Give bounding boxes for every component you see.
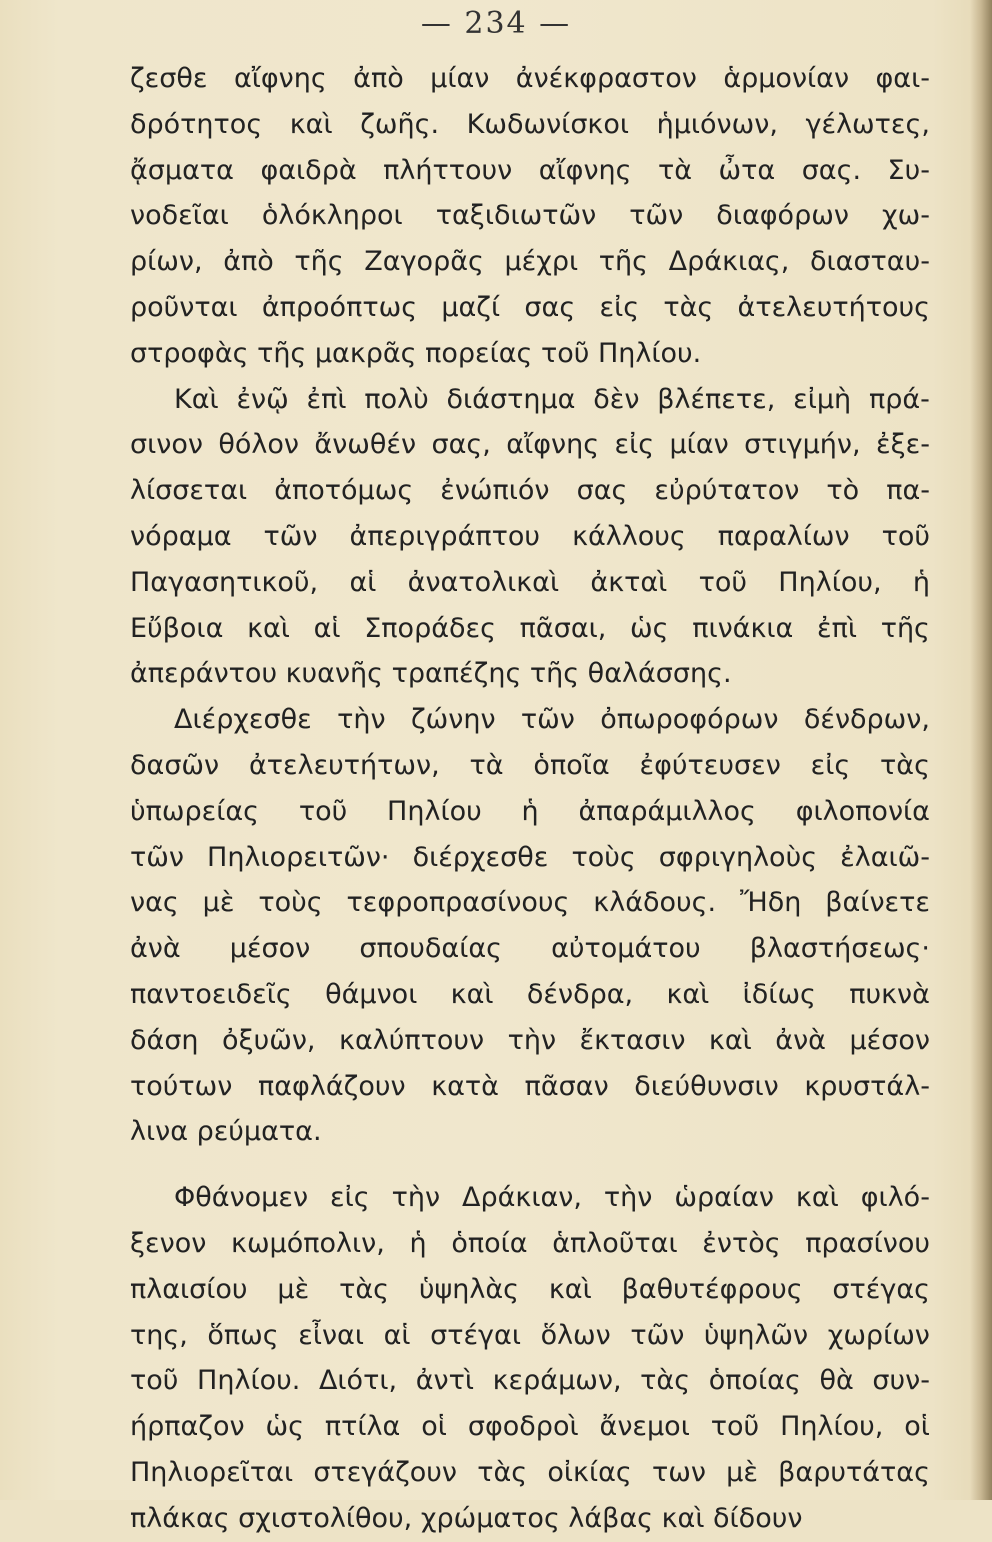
text-line: τοῦ Πηλίου. Διότι, ἀντὶ κεράμων, τὰς ὁποίας θὰ συν- <box>130 1365 930 1397</box>
paragraph <box>130 377 930 698</box>
text-line: πλάκας σχιστολίθου, χρώματος λάβας καὶ δίδουν <box>130 1502 803 1534</box>
text-line: παντοειδεῖς θάμνοι καὶ δένδρα, καὶ ἰδίως πυκνὰ <box>130 978 930 1010</box>
text-line: στροφὰς τῆς μακρᾶς πορείας τοῦ Πηλίου. <box>130 337 702 369</box>
text-line: Φθάνομεν εἰς τὴν Δράκιαν, τὴν ὡραίαν καὶ φιλό- <box>174 1182 930 1214</box>
text-line: Παγασητικοῦ, αἱ ἀνατολικαὶ ἀκταὶ τοῦ Πηλίου, ἡ <box>130 566 930 598</box>
text-line: σινον θόλον ἄνωθέν σας, αἴφνης εἰς μίαν στιγμήν, ἐξε- <box>130 429 930 461</box>
text-line: δρότητος καὶ ζωῆς. Κωδωνίσκοι ἡμιόνων, γέλωτες, <box>130 108 930 140</box>
text-line: λίσσεται ἀποτόμως ἐνώπιόν σας εὐρύτατον τὸ πα- <box>130 475 930 507</box>
paragraph-gap <box>130 1155 930 1175</box>
page-edge-shadow <box>970 0 992 1500</box>
text-line: πλαισίου μὲ τὰς ὑψηλὰς καὶ βαθυτέφρους στέγας <box>130 1273 930 1305</box>
text-line: ξενον κωμόπολιν, ἡ ὁποία ἁπλοῦται ἐντὸς πρασίνου <box>130 1227 930 1259</box>
text-line: Διέρχεσθε τὴν ζώνην τῶν ὀπωροφόρων δένδρων, <box>174 704 930 736</box>
text-line: ρίων, ἀπὸ τῆς Ζαγορᾶς μέχρι τῆς Δράκιας, διασταυ- <box>130 246 930 278</box>
text-line: τούτων παφλάζουν κατὰ πᾶσαν διεύθυνσιν κρυστάλ- <box>130 1070 930 1102</box>
text-line: νας μὲ τοὺς τεφροπρασίνους κλάδους. Ἤδη βαίνετε <box>130 887 930 919</box>
text-line: ροῦνται ἀπροόπτως μαζί σας εἰς τὰς ἀτελευτήτους <box>130 291 930 323</box>
paragraph <box>130 56 930 377</box>
text-line: ἀπεράντου κυανῆς τραπέζης τῆς θαλάσσης. <box>130 658 732 690</box>
text-line: ήρπαζον ὡς πτίλα οἱ σφοδροὶ ἄνεμοι τοῦ Πηλίου, οἱ <box>130 1411 930 1443</box>
text-line: της, ὅπως εἶναι αἱ στέγαι ὅλων τῶν ὑψηλῶν χωρίων <box>130 1319 930 1351</box>
text-line: Πηλιορεῖται στεγάζουν τὰς οἰκίας των μὲ βαρυτάτας <box>130 1456 930 1488</box>
text-line: δασῶν ἀτελευτήτων, τὰ ὁποῖα ἐφύτευσεν εἰς τὰς <box>130 749 930 781</box>
paragraph <box>130 1175 930 1541</box>
page-number: — 234 — <box>420 6 572 41</box>
text-line: νόραμα τῶν ἀπεριγράπτου κάλλους παραλίων τοῦ <box>130 520 930 552</box>
text-line: δάση ὀξυῶν, καλύπτουν τὴν ἔκτασιν καὶ ἀνὰ μέσον <box>130 1024 930 1056</box>
text-line: ζεσθε αἴφνης ἀπὸ μίαν ἀνέκφραστον ἁρμονίαν φαι- <box>130 63 930 94</box>
text-line: ᾄσματα φαιδρὰ πλήττουν αἴφνης τὰ ὦτα σας. Συ- <box>130 154 930 186</box>
text-line: Καὶ ἐνῷ ἐπὶ πολὺ διάστημα δὲν βλέπετε, εἰμὴ πρά- <box>174 383 930 415</box>
text-line: ἀνὰ μέσον σπουδαίας αὐτομάτου βλαστήσεως· <box>130 933 930 965</box>
text-line: Εὔβοια καὶ αἱ Σποράδες πᾶσαι, ὡς πινάκια ἐπὶ τῆς <box>130 612 930 644</box>
text-line: νοδεῖαι ὁλόκληροι ταξιδιωτῶν τῶν διαφόρων χω- <box>130 200 930 232</box>
body-text <box>130 56 930 1542</box>
text-line: τῶν Πηλιορειτῶν· διέρχεσθε τοὺς σφριγηλοὺς ἐλαιῶ- <box>130 841 930 873</box>
text-line: λινα ρεύματα. <box>130 1116 322 1148</box>
paragraph <box>130 697 930 1155</box>
text-line: ὑπωρείας τοῦ Πηλίου ἡ ἀπαράμιλλος φιλοπονία <box>130 795 930 827</box>
